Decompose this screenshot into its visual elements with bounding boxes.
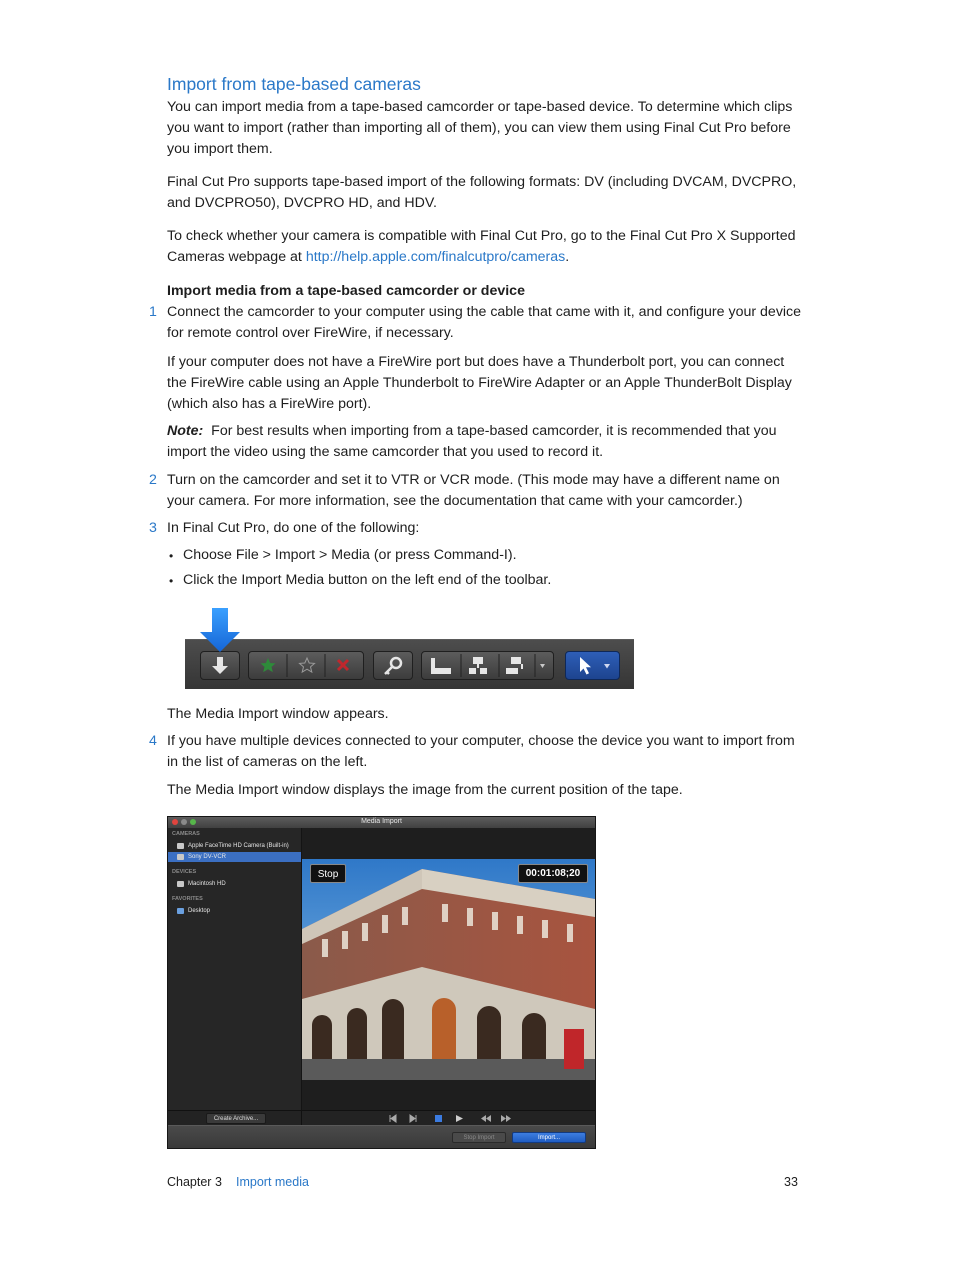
step-number: 4 [149, 733, 157, 749]
formats-paragraph: Final Cut Pro supports tape-based import of the following formats: DV (including DVCAM, DVCPRO, and DVCPRO50), DVCPRO HD, and HDV. [167, 174, 797, 211]
bullet: • [169, 574, 174, 588]
sidebar-section-label: FAVORITES [172, 896, 203, 902]
section-heading: Import from tape-based cameras [167, 74, 421, 94]
hard-drive-icon [177, 881, 184, 887]
page-number: 33 [784, 1175, 798, 1189]
task-heading: Import media from a tape-based camcorder or device [167, 283, 525, 299]
footer-chapter-title[interactable]: Import media [236, 1175, 309, 1189]
step-number: 3 [149, 520, 157, 536]
callout-arrow-icon [200, 608, 240, 652]
cameras-link[interactable]: http://help.apple.com/finalcutpro/cameras [305, 249, 566, 265]
compatibility-paragraph [167, 226, 807, 268]
arrow-pointer-icon [566, 652, 619, 679]
timecode-display: 00:01:08;20 [518, 864, 588, 883]
footer-chapter: Chapter 3 [167, 1175, 222, 1189]
step-3-after: The Media Import window appears. [167, 706, 389, 722]
window-titlebar [168, 817, 595, 828]
create-archive-button[interactable]: Create Archive... [206, 1113, 266, 1124]
step-2-text: Turn on the camcorder and set it to VTR or VCR mode. (This mode may have a different name on your camera. For more information, see the documentation that came with your camcorder.) [167, 472, 780, 509]
camcorder-icon [177, 854, 184, 860]
sidebar-item-sony-dv-vcr[interactable]: Sony DV-VCR [168, 852, 301, 862]
bullet-item: Choose File > Import > Media (or press Command-I). [183, 547, 517, 563]
compatibility-end: . [565, 249, 570, 265]
tape-preview-image [302, 859, 595, 1080]
sidebar-item-macintosh-hd[interactable]: Macintosh HD [168, 879, 301, 889]
keyword-button[interactable] [373, 651, 413, 680]
step-3-text: In Final Cut Pro, do one of the following: [167, 520, 420, 536]
connect-insert-append-icons[interactable] [422, 652, 553, 679]
import-button[interactable]: Import... [512, 1132, 586, 1143]
compatibility-text: To check whether your camera is compatible with Final Cut Pro, go to the Final Cut Pro X Supported Cameras webpage at [167, 228, 796, 265]
step-1-text: Connect the camcorder to your computer using the cable that came with it, and configure your device for remote control over FireWire, if necessary. [167, 304, 802, 341]
step-1-sub: If your computer does not have a FireWire port but does have a Thunderbolt port, you can connect the FireWire cable using an Apple Thunderbolt to FireWire Adapter or an Apple ThunderBolt Display (which also has a FireWire port). [167, 354, 792, 412]
stop-import-button[interactable]: Stop Import [452, 1132, 506, 1143]
transport-controls [168, 1110, 595, 1126]
toolbar-figure [185, 639, 634, 689]
step-number: 1 [149, 304, 157, 320]
window-title: Media Import [361, 818, 402, 825]
step-number: 2 [149, 472, 157, 488]
step-4-after: The Media Import window displays the image from the current position of the tape. [167, 782, 683, 798]
select-tool-button[interactable] [565, 651, 620, 680]
favorite-reject-icons[interactable] [249, 652, 363, 679]
bullet-item: Click the Import Media button on the left end of the toolbar. [183, 572, 552, 588]
import-media-button[interactable] [200, 651, 240, 680]
step-4-text: If you have multiple devices connected to your computer, choose the device you want to import from in the list of cameras on the left. [167, 733, 795, 770]
bullet: • [169, 549, 174, 563]
intro-paragraph: You can import media from a tape-based camcorder or tape-based device. To determine which clips you want to import (rather than importing all of them), you can view them using Final Cut Pro before you import them. [167, 99, 793, 157]
sidebar-section-label: CAMERAS [172, 831, 200, 837]
device-sidebar [168, 828, 302, 1110]
key-icon [374, 652, 412, 679]
rating-button-group [248, 651, 364, 680]
sidebar-item-desktop[interactable]: Desktop [168, 906, 301, 916]
folder-icon [177, 908, 184, 914]
window-footer [168, 1125, 595, 1149]
camera-icon [177, 843, 184, 849]
download-arrow-icon [201, 652, 239, 679]
note-text: For best results when importing from a tape-based camcorder, it is recommended that you import the video using the same camcorder that you used to record it. [167, 423, 777, 460]
note-label: Note: [167, 423, 204, 439]
edit-buttons-group [421, 651, 554, 680]
sidebar-section-label: DEVICES [172, 869, 197, 875]
media-import-window [167, 816, 596, 1149]
stop-button[interactable]: Stop [310, 864, 346, 883]
playback-controls-icons[interactable] [382, 1114, 512, 1123]
sidebar-item-facetime-camera[interactable]: Apple FaceTime HD Camera (Built-in) [168, 841, 301, 851]
step-1-note [167, 421, 807, 463]
